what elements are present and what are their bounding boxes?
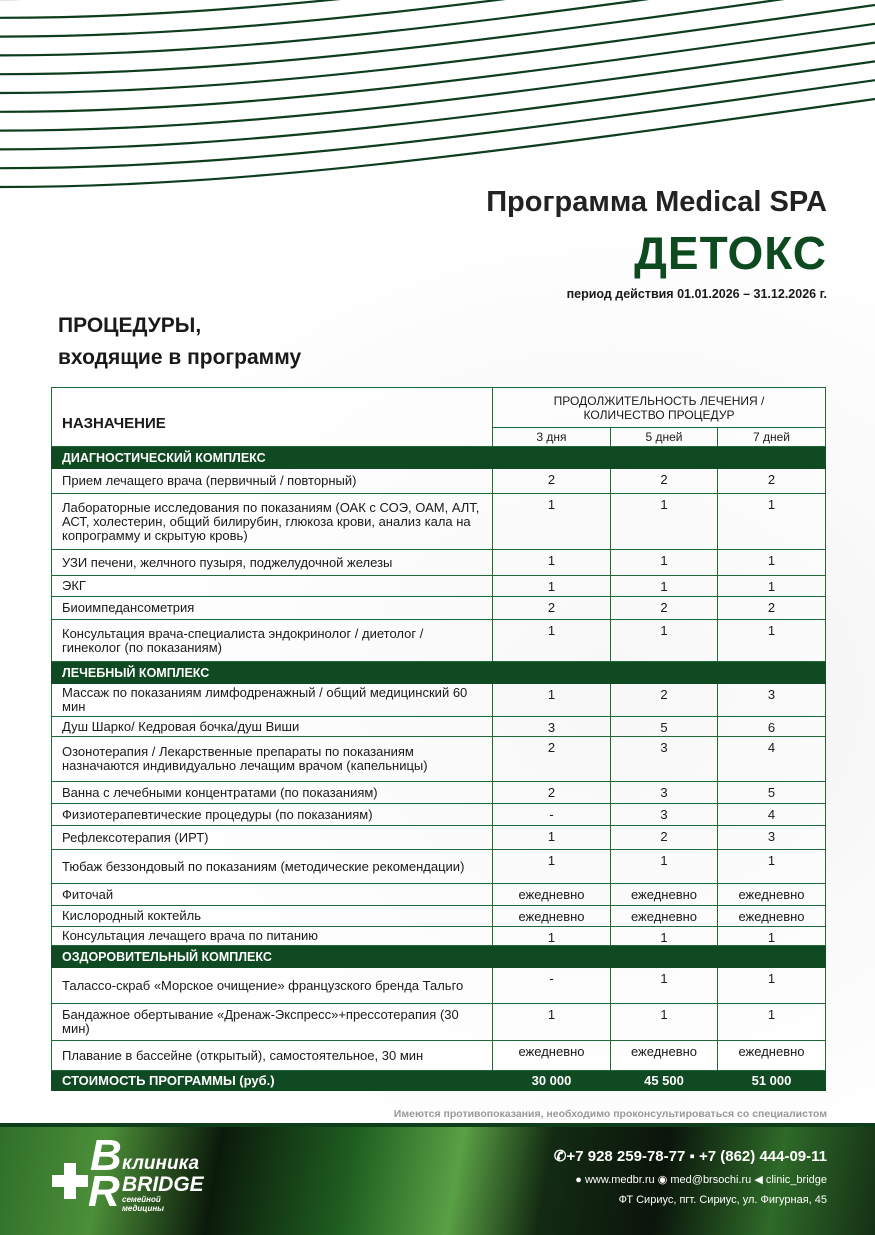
duration-header: 3 дня <box>493 428 611 447</box>
procedure-name: Прием лечащего врача (первичный / повторный) <box>52 469 493 494</box>
procedure-count: 2 <box>718 597 826 620</box>
whatsapp-icon: ✆ <box>553 1148 567 1165</box>
procedure-count: 1 <box>718 550 826 576</box>
procedure-count: 2 <box>493 597 611 620</box>
telegram-link[interactable]: clinic_bridge <box>765 1174 827 1186</box>
procedure-name: УЗИ печени, желчного пузыря, поджелудочной железы <box>52 550 493 576</box>
total-price: 51 000 <box>718 1071 826 1091</box>
procedure-count: 6 <box>718 717 826 737</box>
stripe-line <box>0 99 875 187</box>
stripe-line <box>0 61 875 149</box>
phone-1[interactable]: +7 928 259-78-77 <box>566 1148 686 1165</box>
logo-line2: BRIDGE <box>122 1173 204 1196</box>
procedure-name: Консультация врача-специалиста эндокринолог / диетолог / гинеколог (по показаниям) <box>52 620 493 662</box>
procedure-name: Тюбаж беззондовый по показаниям (методические рекомендации) <box>52 850 493 884</box>
logo-letter-r: R <box>88 1167 120 1216</box>
procedure-count: 1 <box>611 550 718 576</box>
table-row <box>52 1041 826 1071</box>
procedure-count: 2 <box>493 737 611 782</box>
procedure-count: 4 <box>718 737 826 782</box>
procedure-count: 3 <box>718 826 826 850</box>
table-row <box>52 927 826 946</box>
procedure-count: - <box>493 968 611 1004</box>
procedure-name: Талассо-скраб «Морское очищение» французского бренда Тальго <box>52 968 493 1004</box>
procedure-count: 3 <box>611 804 718 826</box>
procedures-table <box>51 387 826 1091</box>
cross-icon <box>52 1163 88 1199</box>
procedure-count: 3 <box>611 737 718 782</box>
footer-banner <box>0 1123 875 1235</box>
procedure-count: 1 <box>611 850 718 884</box>
procedure-count: ежедневно <box>718 1041 826 1071</box>
procedure-count: 1 <box>611 968 718 1004</box>
procedure-count: ежедневно <box>611 884 718 906</box>
globe-icon: ● <box>575 1174 582 1186</box>
table-row <box>52 850 826 884</box>
procedure-name: Плавание в бассейне (открытый), самостоятельное, 30 мин <box>52 1041 493 1071</box>
procedure-count: 1 <box>493 550 611 576</box>
procedure-count: 1 <box>611 576 718 597</box>
program-title: ДЕТОКС <box>634 227 827 279</box>
procedure-count: 1 <box>718 576 826 597</box>
procedure-count: 1 <box>493 826 611 850</box>
column-header-name: НАЗНАЧЕНИЕ <box>52 388 493 447</box>
duration-header: 5 дней <box>611 428 718 447</box>
total-price: 30 000 <box>493 1071 611 1091</box>
table-row <box>52 968 826 1004</box>
telegram-icon: ◀ <box>754 1174 763 1186</box>
procedure-count: ежедневно <box>493 1041 611 1071</box>
procedure-count: 1 <box>493 576 611 597</box>
stripe-line <box>0 0 875 55</box>
procedure-name: ЭКГ <box>52 576 493 597</box>
procedure-count: 1 <box>493 850 611 884</box>
table-row <box>52 717 826 737</box>
procedure-count: 1 <box>493 620 611 662</box>
duration-header: 7 дней <box>718 428 826 447</box>
section-heading <box>58 310 301 374</box>
section-header: ДИАГНОСТИЧЕСКИЙ КОМПЛЕКС <box>52 447 826 469</box>
procedure-count: ежедневно <box>611 1041 718 1071</box>
procedure-name: Фиточай <box>52 884 493 906</box>
procedure-count: 1 <box>718 968 826 1004</box>
procedure-count: 2 <box>718 469 826 494</box>
email-link[interactable]: med@brsochi.ru <box>670 1174 752 1186</box>
procedure-count: 1 <box>718 850 826 884</box>
procedure-count: 2 <box>493 782 611 804</box>
table-row <box>52 684 826 717</box>
total-price: 45 500 <box>611 1071 718 1091</box>
table-row <box>52 597 826 620</box>
contraindications-note: Имеются противопоказания, необходимо проконсультироваться со специалистом <box>393 1108 827 1120</box>
logo-letter-b: B <box>90 1131 122 1180</box>
table-row <box>52 737 826 782</box>
table-row <box>52 906 826 927</box>
procedure-count: 3 <box>718 684 826 717</box>
procedure-count: ежедневно <box>493 884 611 906</box>
table-row <box>52 576 826 597</box>
procedure-name: Рефлексотерапия (ИРТ) <box>52 826 493 850</box>
procedure-count: - <box>493 804 611 826</box>
procedure-count: ежедневно <box>718 884 826 906</box>
table-row <box>52 804 826 826</box>
procedure-name: Лабораторные исследования по показаниям (ОАК с СОЭ, ОАМ, АЛТ, АСТ, холестерин, общий билирубин, глюкоза крови, анализ кала на копрограмму и скрытую кровь) <box>52 494 493 550</box>
procedure-name: Кислородный коктейль <box>52 906 493 927</box>
column-group-header: ПРОДОЛЖИТЕЛЬНОСТЬ ЛЕЧЕНИЯ / КОЛИЧЕСТВО ПРОЦЕДУР <box>493 388 826 428</box>
procedure-count: 2 <box>611 469 718 494</box>
procedure-name: Бандажное обертывание «Дренаж-Экспресс»+прессотерапия (30 мин) <box>52 1004 493 1041</box>
procedure-name: Биоимпедансометрия <box>52 597 493 620</box>
stripe-line <box>0 0 875 18</box>
decorative-stripes <box>0 0 875 195</box>
procedure-name: Душ Шарко/ Кедровая бочка/душ Виши <box>52 717 493 737</box>
section-heading-line1: ПРОЦЕДУРЫ, <box>58 314 202 337</box>
procedure-count: 4 <box>718 804 826 826</box>
procedure-count: 2 <box>611 684 718 717</box>
validity-period: период действия 01.01.2026 – 31.12.2026 г. <box>566 287 827 301</box>
procedure-name: Ванна с лечебными концентратами (по показаниям) <box>52 782 493 804</box>
stripe-line <box>0 80 875 168</box>
procedure-count: 5 <box>611 717 718 737</box>
logo-line3: семейной медицины <box>122 1195 165 1213</box>
program-subtitle: Программа Medical SPA <box>486 186 827 218</box>
table-row <box>52 782 826 804</box>
section-header: ЛЕЧЕБНЫЙ КОМПЛЕКС <box>52 662 826 684</box>
procedure-name: Озонотерапия / Лекарственные препараты по показаниям назначаются индивидуально лечащим врачом (капельницы) <box>52 737 493 782</box>
table-row <box>52 884 826 906</box>
procedure-count: ежедневно <box>493 906 611 927</box>
table-row <box>52 1004 826 1041</box>
procedure-count: 1 <box>611 620 718 662</box>
procedure-name: Физиотерапевтические процедуры (по показаниям) <box>52 804 493 826</box>
section-header: ОЗДОРОВИТЕЛЬНЫЙ КОМПЛЕКС <box>52 946 826 968</box>
procedure-count: 5 <box>718 782 826 804</box>
procedure-name: Консультация лечащего врача по питанию <box>52 927 493 946</box>
logo-line1: клиника <box>122 1153 200 1174</box>
procedure-count: 1 <box>493 494 611 550</box>
website-link[interactable]: www.medbr.ru <box>584 1174 655 1186</box>
procedure-count: 3 <box>611 782 718 804</box>
procedure-count: 1 <box>611 1004 718 1041</box>
email-icon: ◉ <box>657 1174 668 1186</box>
procedure-count: 1 <box>718 927 826 946</box>
table-row <box>52 826 826 850</box>
section-heading-line2: входящие в программу <box>58 346 302 369</box>
procedure-count: 1 <box>718 620 826 662</box>
procedure-count: 2 <box>493 469 611 494</box>
procedure-count: ежедневно <box>718 906 826 927</box>
procedure-count: 1 <box>493 927 611 946</box>
procedure-count: 1 <box>611 494 718 550</box>
procedure-count: ежедневно <box>611 906 718 927</box>
table-row <box>52 620 826 662</box>
table-row <box>52 469 826 494</box>
procedure-count: 1 <box>718 1004 826 1041</box>
table-row <box>52 494 826 550</box>
procedure-count: 1 <box>611 927 718 946</box>
address: ФТ Сириус, пгт. Сириус, ул. Фигурная, 45 <box>618 1194 827 1206</box>
procedure-count: 2 <box>611 826 718 850</box>
procedure-name: Массаж по показаниям лимфодренажный / общий медицинский 60 мин <box>52 684 493 717</box>
phone-2[interactable]: +7 (862) 444-09-11 <box>698 1148 827 1165</box>
procedure-count: 1 <box>493 684 611 717</box>
total-label: СТОИМОСТЬ ПРОГРАММЫ (руб.) <box>52 1071 493 1091</box>
procedure-count: 2 <box>611 597 718 620</box>
procedure-count: 1 <box>718 494 826 550</box>
table-row <box>52 550 826 576</box>
procedure-count: 1 <box>493 1004 611 1041</box>
contacts: ✆+7 928 259-78-77 ▪ +7 (862) 444-09-11 ● www.medbr.ru ◉ med@brsochi.ru ◀ clinic_bridge ФТ Сириус, пгт. Сириус, ул. Фигурная, 45 <box>553 1148 827 1206</box>
procedure-count: 3 <box>493 717 611 737</box>
